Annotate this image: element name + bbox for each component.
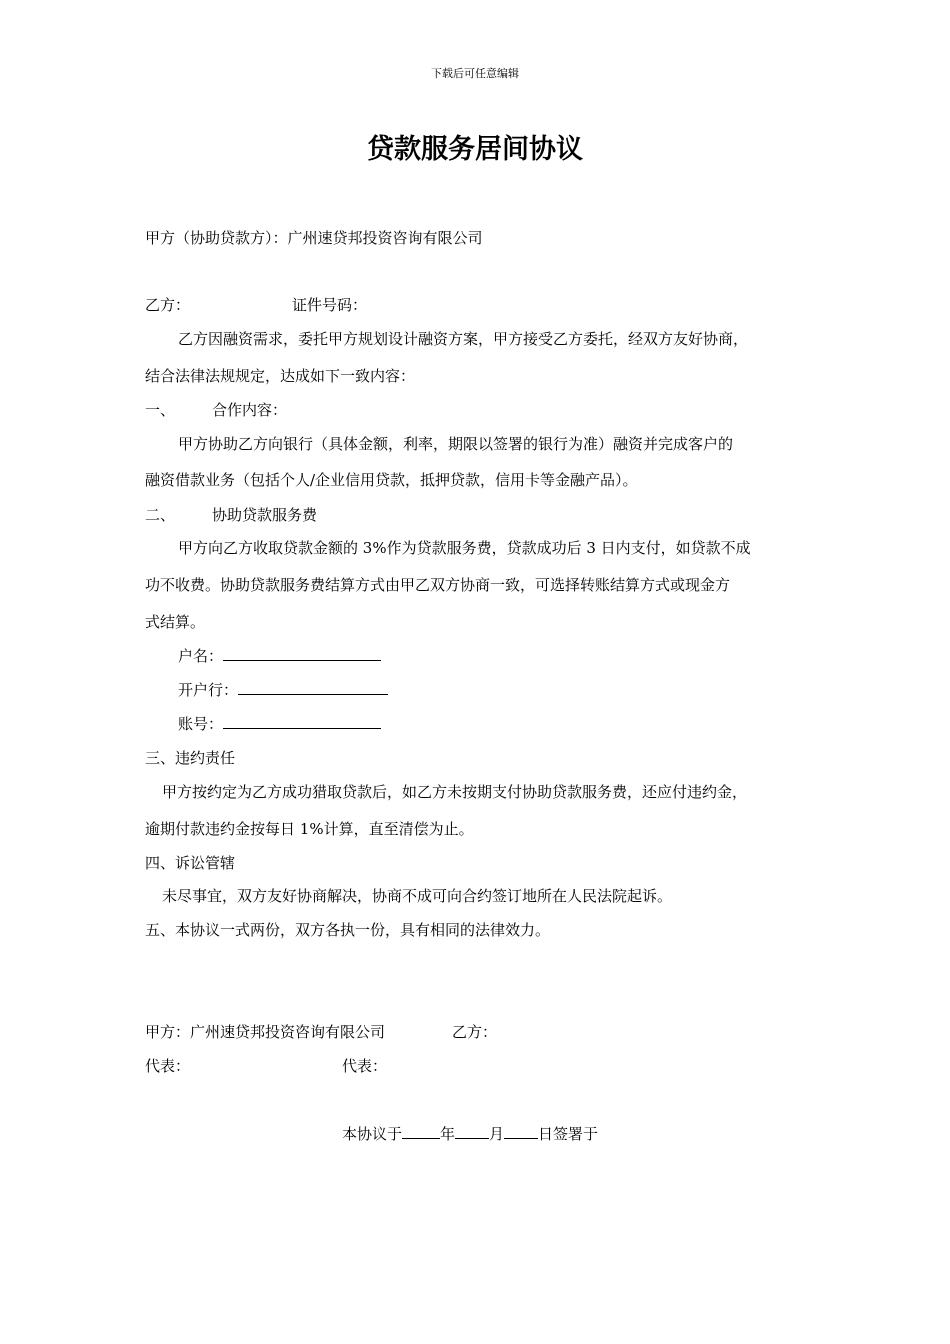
year-blank <box>402 1123 440 1139</box>
bank-row <box>178 679 388 701</box>
date-line <box>342 1123 598 1145</box>
account-name-blank <box>223 645 381 661</box>
section-2-line-1: 甲方向乙方收取贷款金额的 3%作为贷款服务费，贷款成功后 3 日内支付，如贷款不成 <box>178 539 751 557</box>
header-note: 下载后可任意编辑 <box>431 67 519 80</box>
section-5-line-1: 五、本协议一式两份，双方各执一份，具有相同的法律效力。 <box>145 921 551 939</box>
date-suffix: 日签署于 <box>538 1125 599 1143</box>
signature-party-a-name: 广州速贷邦投资咨询有限公司 <box>190 1023 386 1041</box>
party-a-line <box>145 227 483 249</box>
section-1-line-2: 融资借款业务（包括个人/企业信用贷款，抵押贷款，信用卡等金融产品）。 <box>145 471 638 489</box>
party-a-name: 广州速贷邦投资咨询有限公司 <box>287 229 483 247</box>
section-2-line-3: 式结算。 <box>145 613 206 631</box>
account-no-row <box>178 713 381 735</box>
signature-party-a-label: 甲方： <box>145 1023 191 1041</box>
section-3-line-2: 逾期付款违约金按每日 1%计算，直至清偿为止。 <box>145 820 474 838</box>
account-no-blank <box>223 713 381 729</box>
signature-rep-a-label: 代表： <box>145 1057 191 1075</box>
section-1-line-1: 甲方协助乙方向银行（具体金额，利率，期限以签署的银行为准）融资并完成客户的 <box>178 435 734 453</box>
signature-party-a <box>145 1021 385 1043</box>
section-2-heading: 协助贷款服务费 <box>212 506 318 524</box>
party-a-label: 甲方（协助贷款方）： <box>145 229 288 247</box>
section-2-line-2: 功不收费。协助贷款服务费结算方式由甲乙双方协商一致，可选择转账结算方式或现金方 <box>145 576 731 594</box>
intro-line-1: 乙方因融资需求，委托甲方规划设计融资方案，甲方接受乙方委托，经双方友好协商， <box>178 330 749 348</box>
section-4-heading: 四、诉讼管辖 <box>145 854 236 872</box>
section-3-heading: 三、违约责任 <box>145 749 236 767</box>
month-blank <box>455 1123 489 1139</box>
date-month-label: 月 <box>489 1125 505 1143</box>
section-4-line-1: 未尽事宜，双方友好协商解决，协商不成可向合约签订地所在人民法院起诉。 <box>162 887 673 905</box>
party-b-label: 乙方： <box>145 296 191 314</box>
date-year-label: 年 <box>440 1125 456 1143</box>
party-b-id-label: 证件号码： <box>292 296 368 314</box>
bank-blank <box>238 679 388 695</box>
day-blank <box>504 1123 538 1139</box>
intro-line-2: 结合法律法规规定，达成如下一致内容： <box>145 367 416 385</box>
date-prefix: 本协议于 <box>342 1125 403 1143</box>
account-no-label: 账号： <box>178 715 224 733</box>
bank-label: 开户行： <box>178 681 239 699</box>
account-name-label: 户名： <box>178 647 224 665</box>
section-1-heading: 合作内容： <box>212 401 288 419</box>
document-title: 贷款服务居间协议 <box>367 134 583 165</box>
signature-party-b-label: 乙方： <box>452 1023 498 1041</box>
signature-rep-b-label: 代表： <box>342 1057 388 1075</box>
account-name-row <box>178 645 381 667</box>
section-2-number: 二、 <box>145 506 176 524</box>
section-1-number: 一、 <box>145 401 176 419</box>
section-3-line-1: 甲方按约定为乙方成功猎取贷款后，如乙方未按期支付协助贷款服务费，还应付违约金， <box>162 783 748 801</box>
